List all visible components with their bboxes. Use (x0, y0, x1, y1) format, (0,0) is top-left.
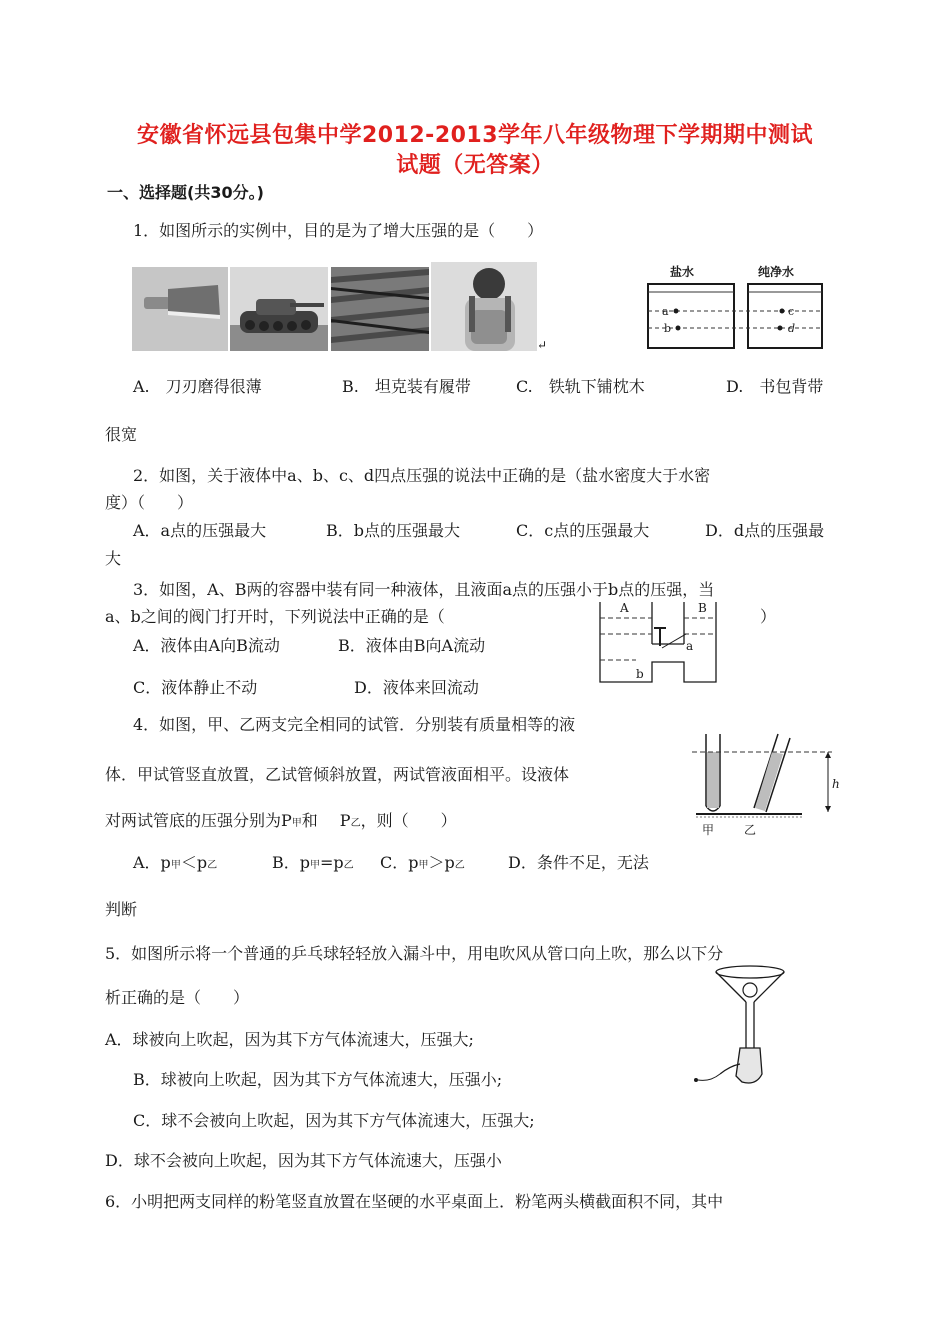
q4-option-b (272, 850, 354, 873)
q4-option-c (380, 850, 465, 873)
knife-photo (132, 267, 228, 351)
q3-option-d: D．液体来回流动 (354, 678, 479, 697)
q5-option-c: C．球不会被向上吹起，因为其下方气体流速大，压强大; (133, 1111, 535, 1130)
section-heading: 一、选择题(共30分。) (107, 183, 264, 202)
tube-yi-label: 乙 (744, 823, 757, 837)
q2-option-b: B．b点的压强最大 (326, 521, 461, 540)
q3-stem-end: ） (760, 607, 777, 626)
return-mark: ↵ (537, 338, 548, 352)
page-title-line2: 试题（无答案） (396, 153, 554, 178)
valve-point-b: b (636, 667, 644, 681)
q6-stem-line1: 6．小明把两支同样的粉笔竖直放置在坚硬的水平桌面上．粉笔两头横截面积不同，其中 (105, 1192, 724, 1211)
q4-text-d: ，则（ ） (360, 811, 457, 830)
q5-option-a: A．球被向上吹起，因为其下方气体流速大，压强大; (105, 1030, 474, 1049)
q5-stem-line1: 5．如图所示将一个普通的乒乓球轻轻放入漏斗中，用电吹风从管口向上吹，那么以下分 (105, 944, 724, 963)
q1-option-d-wrap: 很宽 (105, 425, 138, 444)
q4-text-a: 对两试管底的压强分别为P (105, 811, 292, 830)
railway-photo (331, 267, 429, 351)
q1-stem: 1．如图所示的实例中，目的是为了增大压强的是（ ） (133, 221, 544, 240)
q3-option-b: B．液体由B向A流动 (338, 636, 486, 655)
q3-stem-line2: a、b之间的阀门打开时，下列说法中正确的是（ (105, 607, 445, 626)
q4-c-sub2: 乙 (454, 860, 465, 871)
valve-point-a: a (686, 639, 694, 653)
q4-c-p: C．p (380, 853, 419, 872)
q4-stem-line3 (105, 808, 457, 831)
q3-stem-line1: 3．如图，A、B两的容器中装有同一种液体，且液面a点的压强小于b点的压强，当 (133, 580, 715, 599)
q4-c-rel: ＞p (428, 853, 455, 872)
q5-option-d: D．球不会被向上吹起，因为其下方气体流速大，压强小 (105, 1151, 502, 1170)
tank-photo (230, 267, 328, 351)
q4-stem-line2: 体．甲试管竖直放置，乙试管倾斜放置，两试管液面相平。设液体 (105, 765, 570, 784)
q4-option-d-wrap: 判断 (105, 900, 138, 919)
q3-option-c: C．液体静止不动 (133, 678, 258, 697)
label-purewater: 纯净水 (758, 265, 795, 279)
q2-option-c: C．c点的压强最大 (516, 521, 650, 540)
point-c-label: c (788, 305, 795, 318)
q4-option-d: D．条件不足，无法 (508, 853, 649, 872)
valve-figure (596, 598, 728, 686)
test-tubes-figure (692, 728, 850, 840)
q1-option-d: D. 书包背带 (726, 377, 824, 396)
funnel-dryer-figure (690, 964, 806, 1094)
tube-h-label: h (832, 777, 840, 791)
q4-option-a (133, 850, 217, 873)
q3-option-a: A．液体由A向B流动 (133, 636, 280, 655)
q4-sub-jia: 甲 (291, 818, 302, 829)
q2-option-d-wrap: 大 (105, 549, 122, 568)
q4-text-c: P (339, 811, 351, 830)
q4-b-sub2: 乙 (343, 860, 354, 871)
point-a-label: a (662, 305, 669, 318)
q2-option-a: A．a点的压强最大 (133, 521, 267, 540)
container-a-label: A (620, 601, 629, 615)
q4-a-sub2: 乙 (207, 860, 218, 871)
q2-option-d: D．d点的压强最 (705, 521, 825, 540)
q5-stem-line2: 析正确的是（ ） (105, 988, 250, 1007)
point-d-label: d (788, 322, 796, 335)
q2-stem-line1: 2．如图，关于液体中a、b、c、d四点压强的说法中正确的是（盐水密度大于水密 (133, 466, 711, 485)
q1-option-b: B. 坦克装有履带 (342, 377, 471, 396)
q2-stem-line2: 度）（ ） (105, 493, 194, 512)
q4-text-b: 和 (301, 811, 318, 830)
q4-stem-line1: 4．如图，甲、乙两支完全相同的试管．分别装有质量相等的液 (133, 715, 576, 734)
saltwater-figure (630, 262, 838, 354)
container-b-label: B (698, 601, 707, 615)
label-saltwater: 盐水 (670, 265, 695, 279)
q4-b-sub1: 甲 (310, 860, 321, 871)
backpack-photo (431, 262, 537, 351)
q4-a-p: A．p (133, 853, 171, 872)
q4-sub-yi: 乙 (350, 818, 361, 829)
q4-b-p: B．p (272, 853, 311, 872)
q4-b-rel: =p (320, 853, 344, 872)
q4-a-rel: ＜p (180, 853, 208, 872)
q1-option-a: A. 刀刃磨得很薄 (133, 377, 262, 396)
q1-option-c: C. 铁轨下铺枕木 (516, 377, 645, 396)
page-title-line1: 安徽省怀远县包集中学2012-2013学年八年级物理下学期期中测试 (136, 123, 814, 148)
tube-jia-label: 甲 (702, 823, 715, 837)
q5-option-b: B．球被向上吹起，因为其下方气体流速大，压强小; (133, 1070, 503, 1089)
point-b-label: b (664, 322, 672, 335)
q4-c-sub1: 甲 (418, 860, 429, 871)
q4-a-sub1: 甲 (170, 860, 181, 871)
